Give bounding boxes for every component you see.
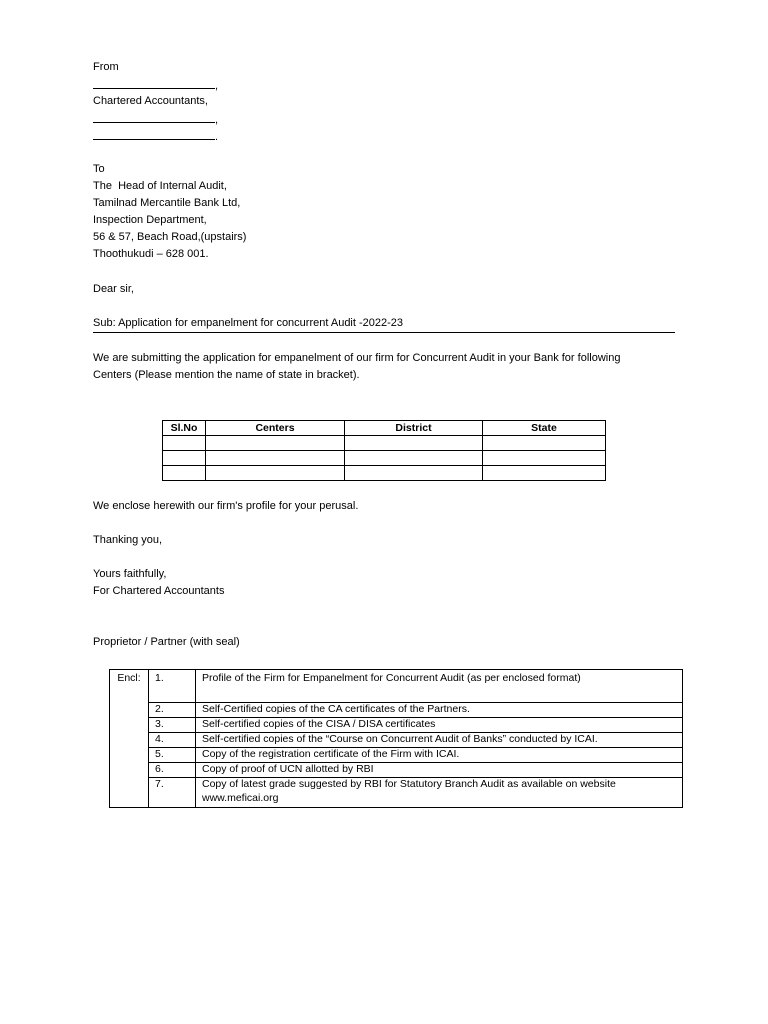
table-cell[interactable] xyxy=(483,436,606,451)
encl-num: 5. xyxy=(149,748,196,763)
centers-table xyxy=(162,420,606,481)
table-header-row xyxy=(163,421,606,436)
table-row xyxy=(110,718,683,733)
from-blank-line-4 xyxy=(93,127,218,146)
table-cell[interactable] xyxy=(483,451,606,466)
blank-suffix: . xyxy=(215,131,219,143)
to-line-3: Inspection Department, xyxy=(93,214,207,226)
encl-text: Profile of the Firm for Empanelment for Concurrent Audit (as per enclosed format) xyxy=(196,670,683,703)
enclose-line: We enclose herewith our firm's profile for your perusal. xyxy=(93,500,359,512)
encl-text: Self-Certified copies of the CA certificates of the Partners. xyxy=(196,703,683,718)
blank-underline xyxy=(93,127,215,140)
encl-text: Self-certified copies of the “Course on Concurrent Audit of Banks” conducted by ICAI. xyxy=(196,733,683,748)
to-label: To xyxy=(93,163,105,175)
encl-text: Copy of the registration certificate of the Firm with ICAI. xyxy=(196,748,683,763)
table-row xyxy=(163,451,606,466)
blank-suffix: , xyxy=(215,80,219,92)
from-chartered: Chartered Accountants, xyxy=(93,95,208,107)
table-cell[interactable] xyxy=(345,451,483,466)
encl-num: 6. xyxy=(149,763,196,778)
table-row xyxy=(110,763,683,778)
blank-underline xyxy=(93,110,215,123)
encl-text: Self-certified copies of the CISA / DISA certificates xyxy=(196,718,683,733)
signatory-line: Proprietor / Partner (with seal) xyxy=(93,636,240,648)
blank-suffix: , xyxy=(215,114,219,126)
to-line-4: 56 & 57, Beach Road,(upstairs) xyxy=(93,231,247,243)
table-cell[interactable] xyxy=(206,466,345,481)
para1-line2: Centers (Please mention the name of state in bracket). xyxy=(93,369,360,381)
to-line-1: The Head of Internal Audit, xyxy=(93,180,227,192)
table-cell[interactable] xyxy=(206,436,345,451)
encl-text: Copy of latest grade suggested by RBI for Statutory Branch Audit as available on website xyxy=(196,778,683,792)
blank-underline xyxy=(93,76,215,89)
encl-text: Copy of proof of UCN allotted by RBI xyxy=(196,763,683,778)
para1-line1: We are submitting the application for empanelment of our firm for Concurrent Audit in your Bank for following xyxy=(93,352,621,364)
table-cell[interactable] xyxy=(345,436,483,451)
table-cell[interactable] xyxy=(345,466,483,481)
encl-num: 7. xyxy=(149,778,196,792)
table-cell[interactable] xyxy=(163,451,206,466)
table-row xyxy=(163,466,606,481)
table-cell[interactable] xyxy=(206,451,345,466)
subject-line: Sub: Application for empanelment for concurrent Audit -2022-23 xyxy=(93,317,404,329)
encl-num: 4. xyxy=(149,733,196,748)
salutation: Dear sir, xyxy=(93,283,134,295)
subject-rule xyxy=(93,332,675,333)
encl-num: 2. xyxy=(149,703,196,718)
encl-text: www.meficai.org xyxy=(196,792,683,808)
enclosures-table xyxy=(109,669,683,808)
table-cell[interactable] xyxy=(483,466,606,481)
header-slno: Sl.No xyxy=(163,421,206,436)
header-district: District xyxy=(345,421,483,436)
from-label: From xyxy=(93,61,119,73)
thanking-line: Thanking you, xyxy=(93,534,163,546)
table-row xyxy=(110,670,683,703)
table-cell[interactable] xyxy=(163,466,206,481)
table-row xyxy=(110,703,683,718)
encl-label: Encl: xyxy=(110,670,149,808)
yours-line: Yours faithfully, xyxy=(93,568,167,580)
to-line-5: Thoothukudi – 628 001. xyxy=(93,248,209,260)
to-line-2: Tamilnad Mercantile Bank Ltd, xyxy=(93,197,241,209)
encl-num xyxy=(149,792,196,808)
encl-num: 1. xyxy=(149,670,196,703)
table-row xyxy=(110,748,683,763)
table-row xyxy=(163,436,606,451)
table-row xyxy=(110,778,683,792)
table-cell[interactable] xyxy=(163,436,206,451)
header-centers: Centers xyxy=(206,421,345,436)
table-row xyxy=(110,733,683,748)
header-state: State xyxy=(483,421,606,436)
encl-num: 3. xyxy=(149,718,196,733)
for-ca-line: For Chartered Accountants xyxy=(93,585,225,597)
table-row xyxy=(110,792,683,808)
